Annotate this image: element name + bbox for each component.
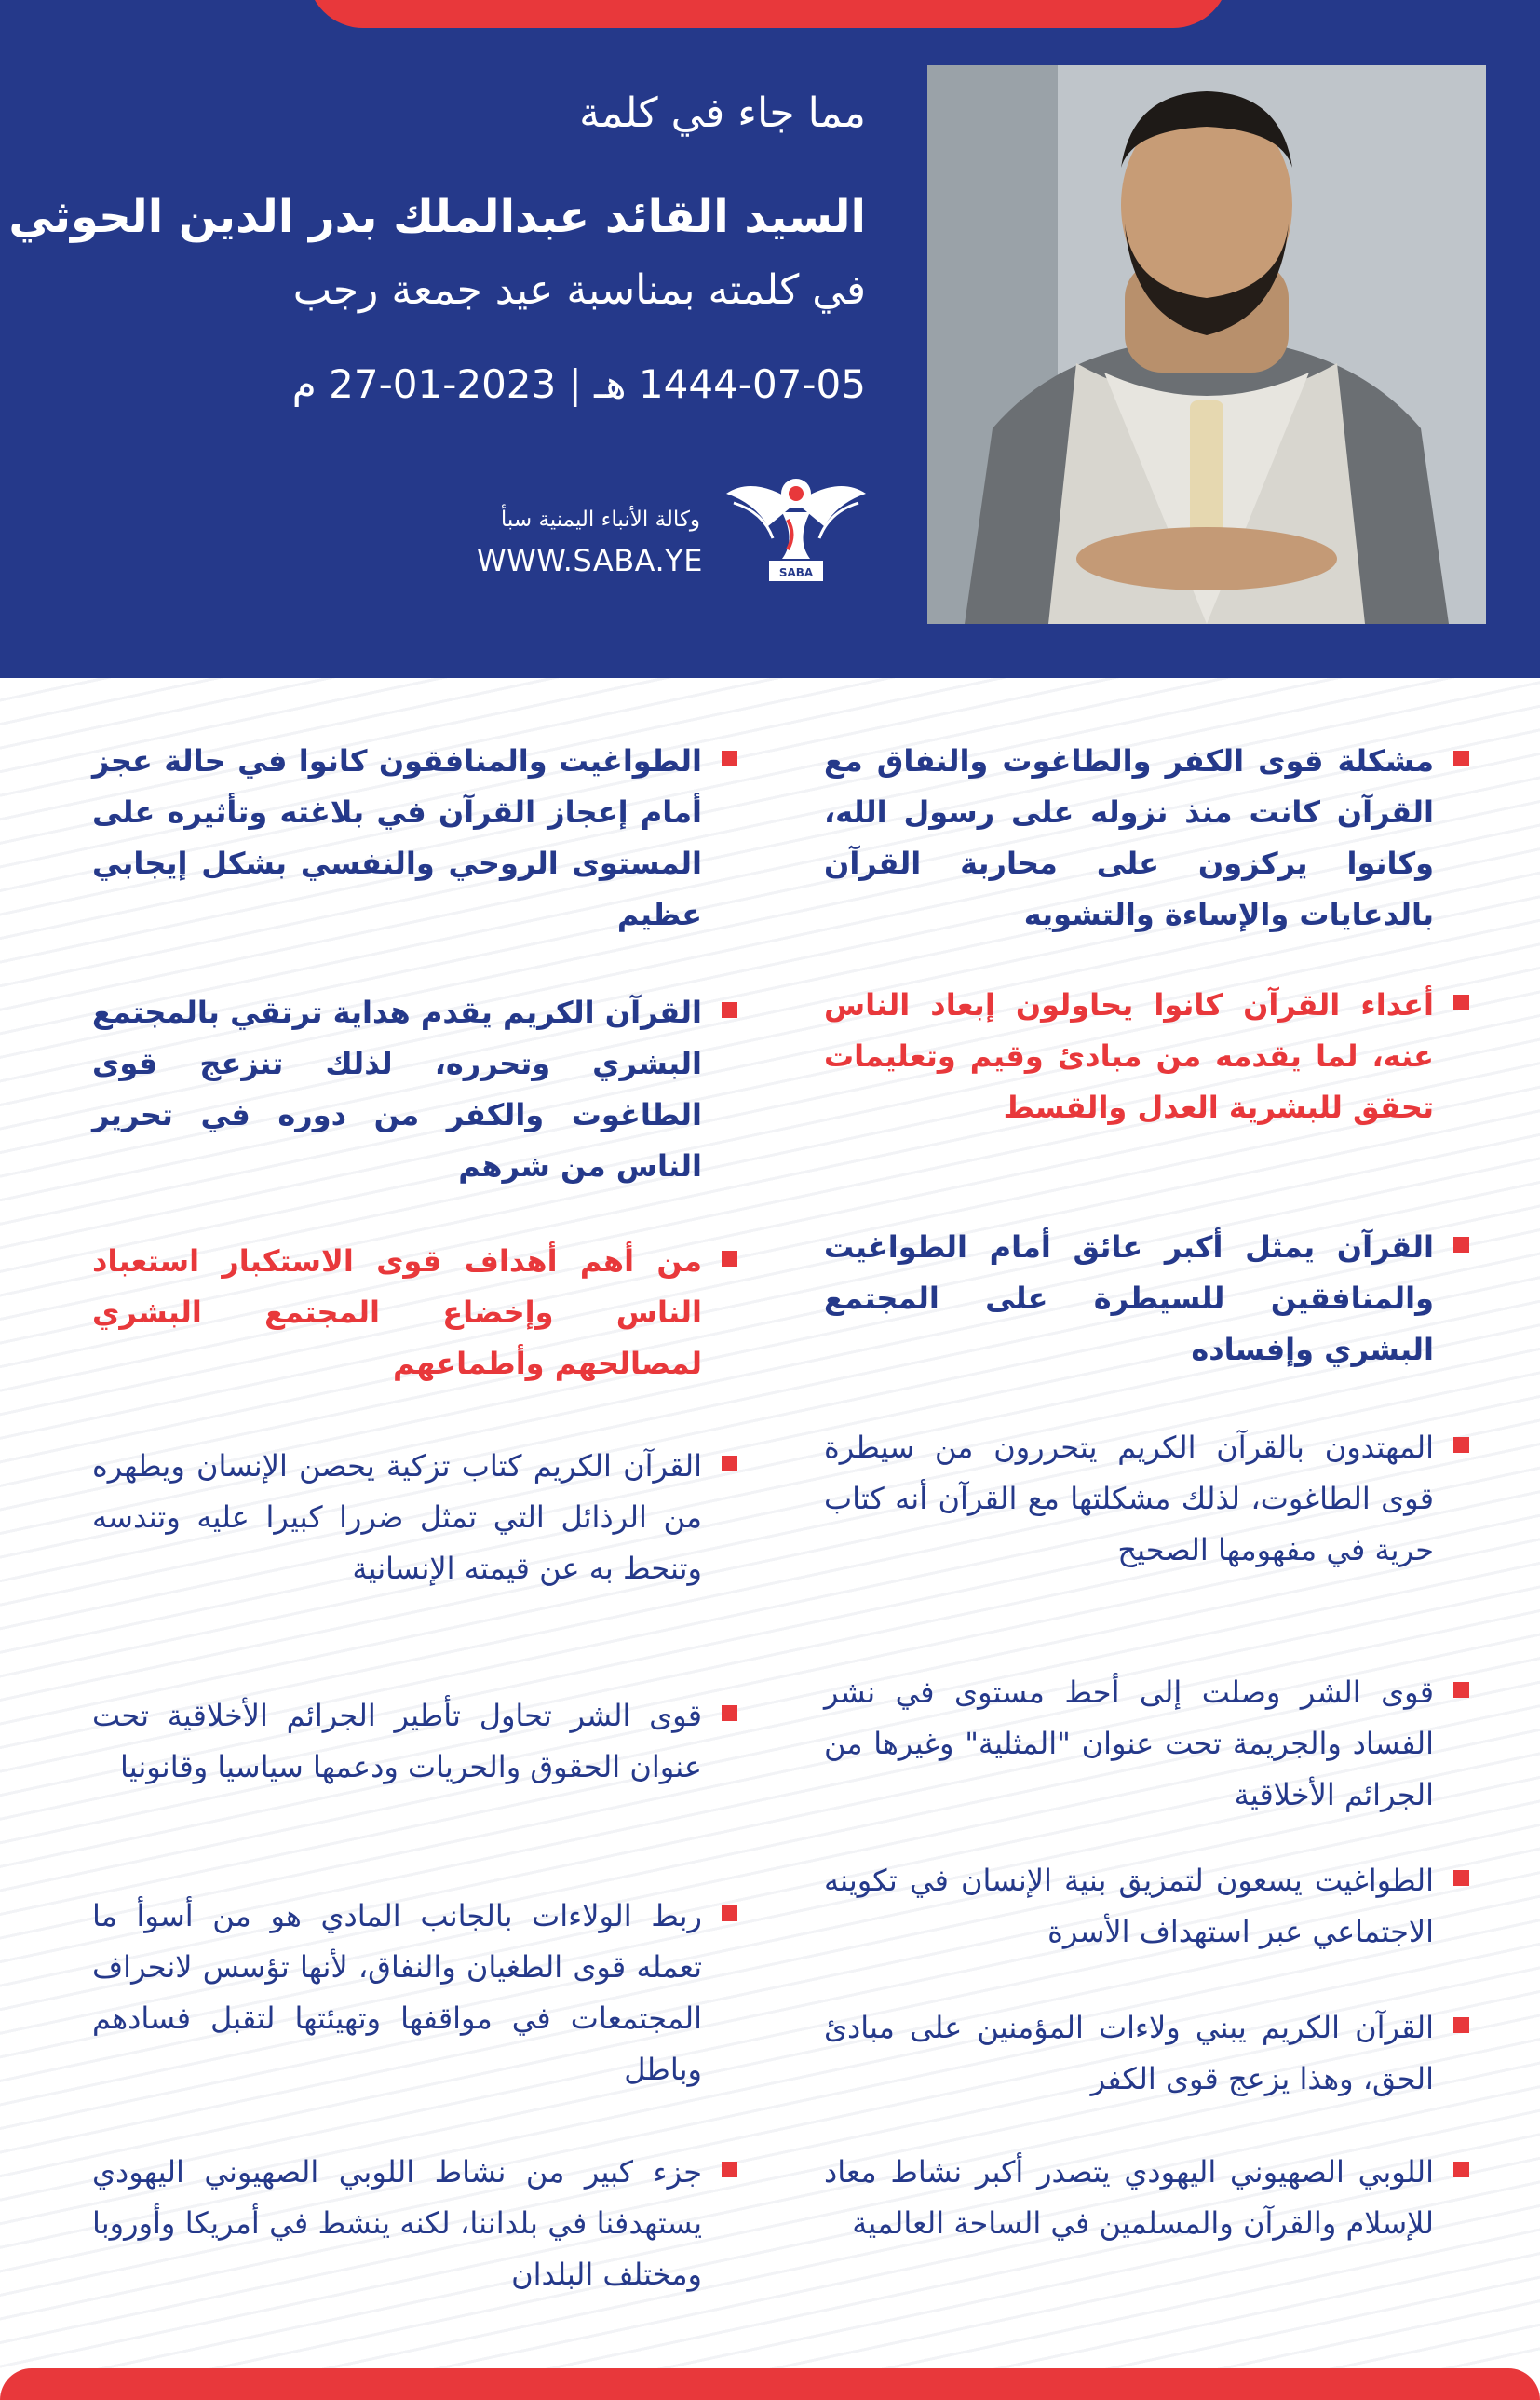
top-accent-bar [307, 0, 1229, 28]
bullet-square-icon [1453, 2017, 1469, 2033]
bullet-square-icon [1453, 995, 1469, 1010]
quote-text: القرآن الكريم يقدم هداية ترتقي بالمجتمع البشري وتحرره، لذلك تنزعج قوى الطاغوت والكفر من دوره في تحرير الناس من شرهم [92, 995, 702, 1184]
quote-text: القرآن الكريم يبني ولاءات المؤمنين على مبادئ الحق، وهذا يزعج قوى الكفر [824, 2010, 1434, 2096]
intro-line: مما جاء في كلمة [579, 89, 866, 137]
quote-item [92, 736, 702, 941]
quote-text: الطواغيت والمنافقون كانوا في حالة عجز أمام إعجاز القرآن في بلاغته وتأثيره على المستوى الروحي والنفسي بشكل إيجابي عظيم [92, 743, 702, 932]
quote-item [92, 987, 702, 1192]
occasion-line: في كلمته بمناسبة عيد جمعة رجب [292, 266, 866, 314]
agency-url: WWW.SABA.YE [477, 543, 703, 578]
bullet-square-icon [722, 1002, 737, 1018]
quote-text: المهتدون بالقرآن الكريم يتحررون من سيطرة قوى الطاغوت، لذلك مشكلتها مع القرآن أنه كتاب حرية في مفهومها الصحيح [824, 1430, 1434, 1567]
bottom-accent-bar [0, 2368, 1540, 2400]
quote-item [824, 1422, 1434, 1576]
portrait-photo [927, 65, 1486, 624]
quote-item [824, 1667, 1434, 1821]
quote-text: اللوبي الصهيوني اليهودي يتصدر أكبر نشاط معاد للإسلام والقرآن والمسلمين في الساحة العالمية [824, 2154, 1434, 2241]
quote-item [92, 1690, 702, 1793]
logo-text: SABA [778, 566, 814, 579]
quote-item [92, 1236, 702, 1390]
bullet-square-icon [1453, 2162, 1469, 2177]
bullet-square-icon [722, 751, 737, 766]
speaker-name: السيد القائد عبدالملك بدر الدين الحوثي [8, 191, 866, 243]
quote-text: الطواغيت يسعون لتمزيق بنية الإنسان في تكوينه الاجتماعي عبر استهداف الأسرة [824, 1863, 1434, 1949]
quote-text: مشكلة قوى الكفر والطاغوت والنفاق مع القرآن كانت منذ نزوله على رسول الله، وكانوا يركزون على محاربة القرآن بالدعايات والإساءة والتشويه [824, 743, 1434, 932]
saba-logo-icon [726, 466, 866, 587]
bullet-square-icon [1453, 1237, 1469, 1253]
bullet-square-icon [1453, 1682, 1469, 1698]
quote-text: من أهم أهداف قوى الاستكبار استعباد الناس وإخضاع المجتمع البشري لمصالحهم وأطماعهم [92, 1243, 702, 1381]
quote-text: أعداء القرآن كانوا يحاولون إبعاد الناس عنه، لما يقدمه من مبادئ وقيم وتعليمات تحقق للبشرية العدل والقسط [824, 987, 1434, 1125]
bullet-square-icon [1453, 1870, 1469, 1886]
quote-text: ربط الولاءات بالجانب المادي هو من أسوأ ما تعمله قوى الطغيان والنفاق، لأنها تؤسس لانحراف المجتمعات في مواقفها وتهيئتها لتقبل فسادهم وباطل [92, 1898, 702, 2087]
quote-item [824, 2147, 1434, 2249]
agency-name: وكالة الأنباء اليمنية سبأ [500, 508, 700, 532]
quote-item [824, 1222, 1434, 1376]
bullet-square-icon [722, 1456, 737, 1471]
bullet-square-icon [722, 2162, 737, 2177]
bullet-square-icon [722, 1251, 737, 1267]
bullet-square-icon [722, 1905, 737, 1921]
quote-text: قوى الشر وصلت إلى أحط مستوى في نشر الفساد والجريمة تحت عنوان "المثلية" وغيرها من الجرائم الأخلاقية [824, 1675, 1434, 1812]
quote-item [824, 980, 1434, 1133]
header-banner [0, 0, 1540, 678]
quote-text: جزء كبير من نشاط اللوبي الصهيوني اليهودي يستهدفنا في بلداننا، لكنه ينشط في أمريكا وأوروبا ومختلف البلدان [92, 2154, 702, 2292]
quote-item [824, 2002, 1434, 2105]
agency-block [477, 508, 703, 578]
date-line: 1444-07-05 هـ | 2023-01-27 م [291, 361, 866, 407]
bullet-square-icon [1453, 1437, 1469, 1453]
quote-item [824, 736, 1434, 941]
quote-text: قوى الشر تحاول تأطير الجرائم الأخلاقية تحت عنوان الحقوق والحريات ودعمها سياسيا وقانونيا [92, 1698, 702, 1784]
bullet-square-icon [1453, 751, 1469, 766]
quote-text: القرآن يمثل أكبر عائق أمام الطواغيت والمنافقين للسيطرة على المجتمع البشري وإفساده [824, 1229, 1434, 1367]
bullet-square-icon [722, 1705, 737, 1721]
quote-text: القرآن الكريم كتاب تزكية يحصن الإنسان ويطهره من الرذائل التي تمثل ضررا كبيرا عليه وتندسه وتنحط به عن قيمته الإنسانية [92, 1448, 702, 1586]
portrait-illustration [927, 65, 1486, 624]
quote-item [92, 2147, 702, 2300]
quote-item [92, 1891, 702, 2095]
quote-item [92, 1441, 702, 1594]
quote-item [824, 1855, 1434, 1958]
